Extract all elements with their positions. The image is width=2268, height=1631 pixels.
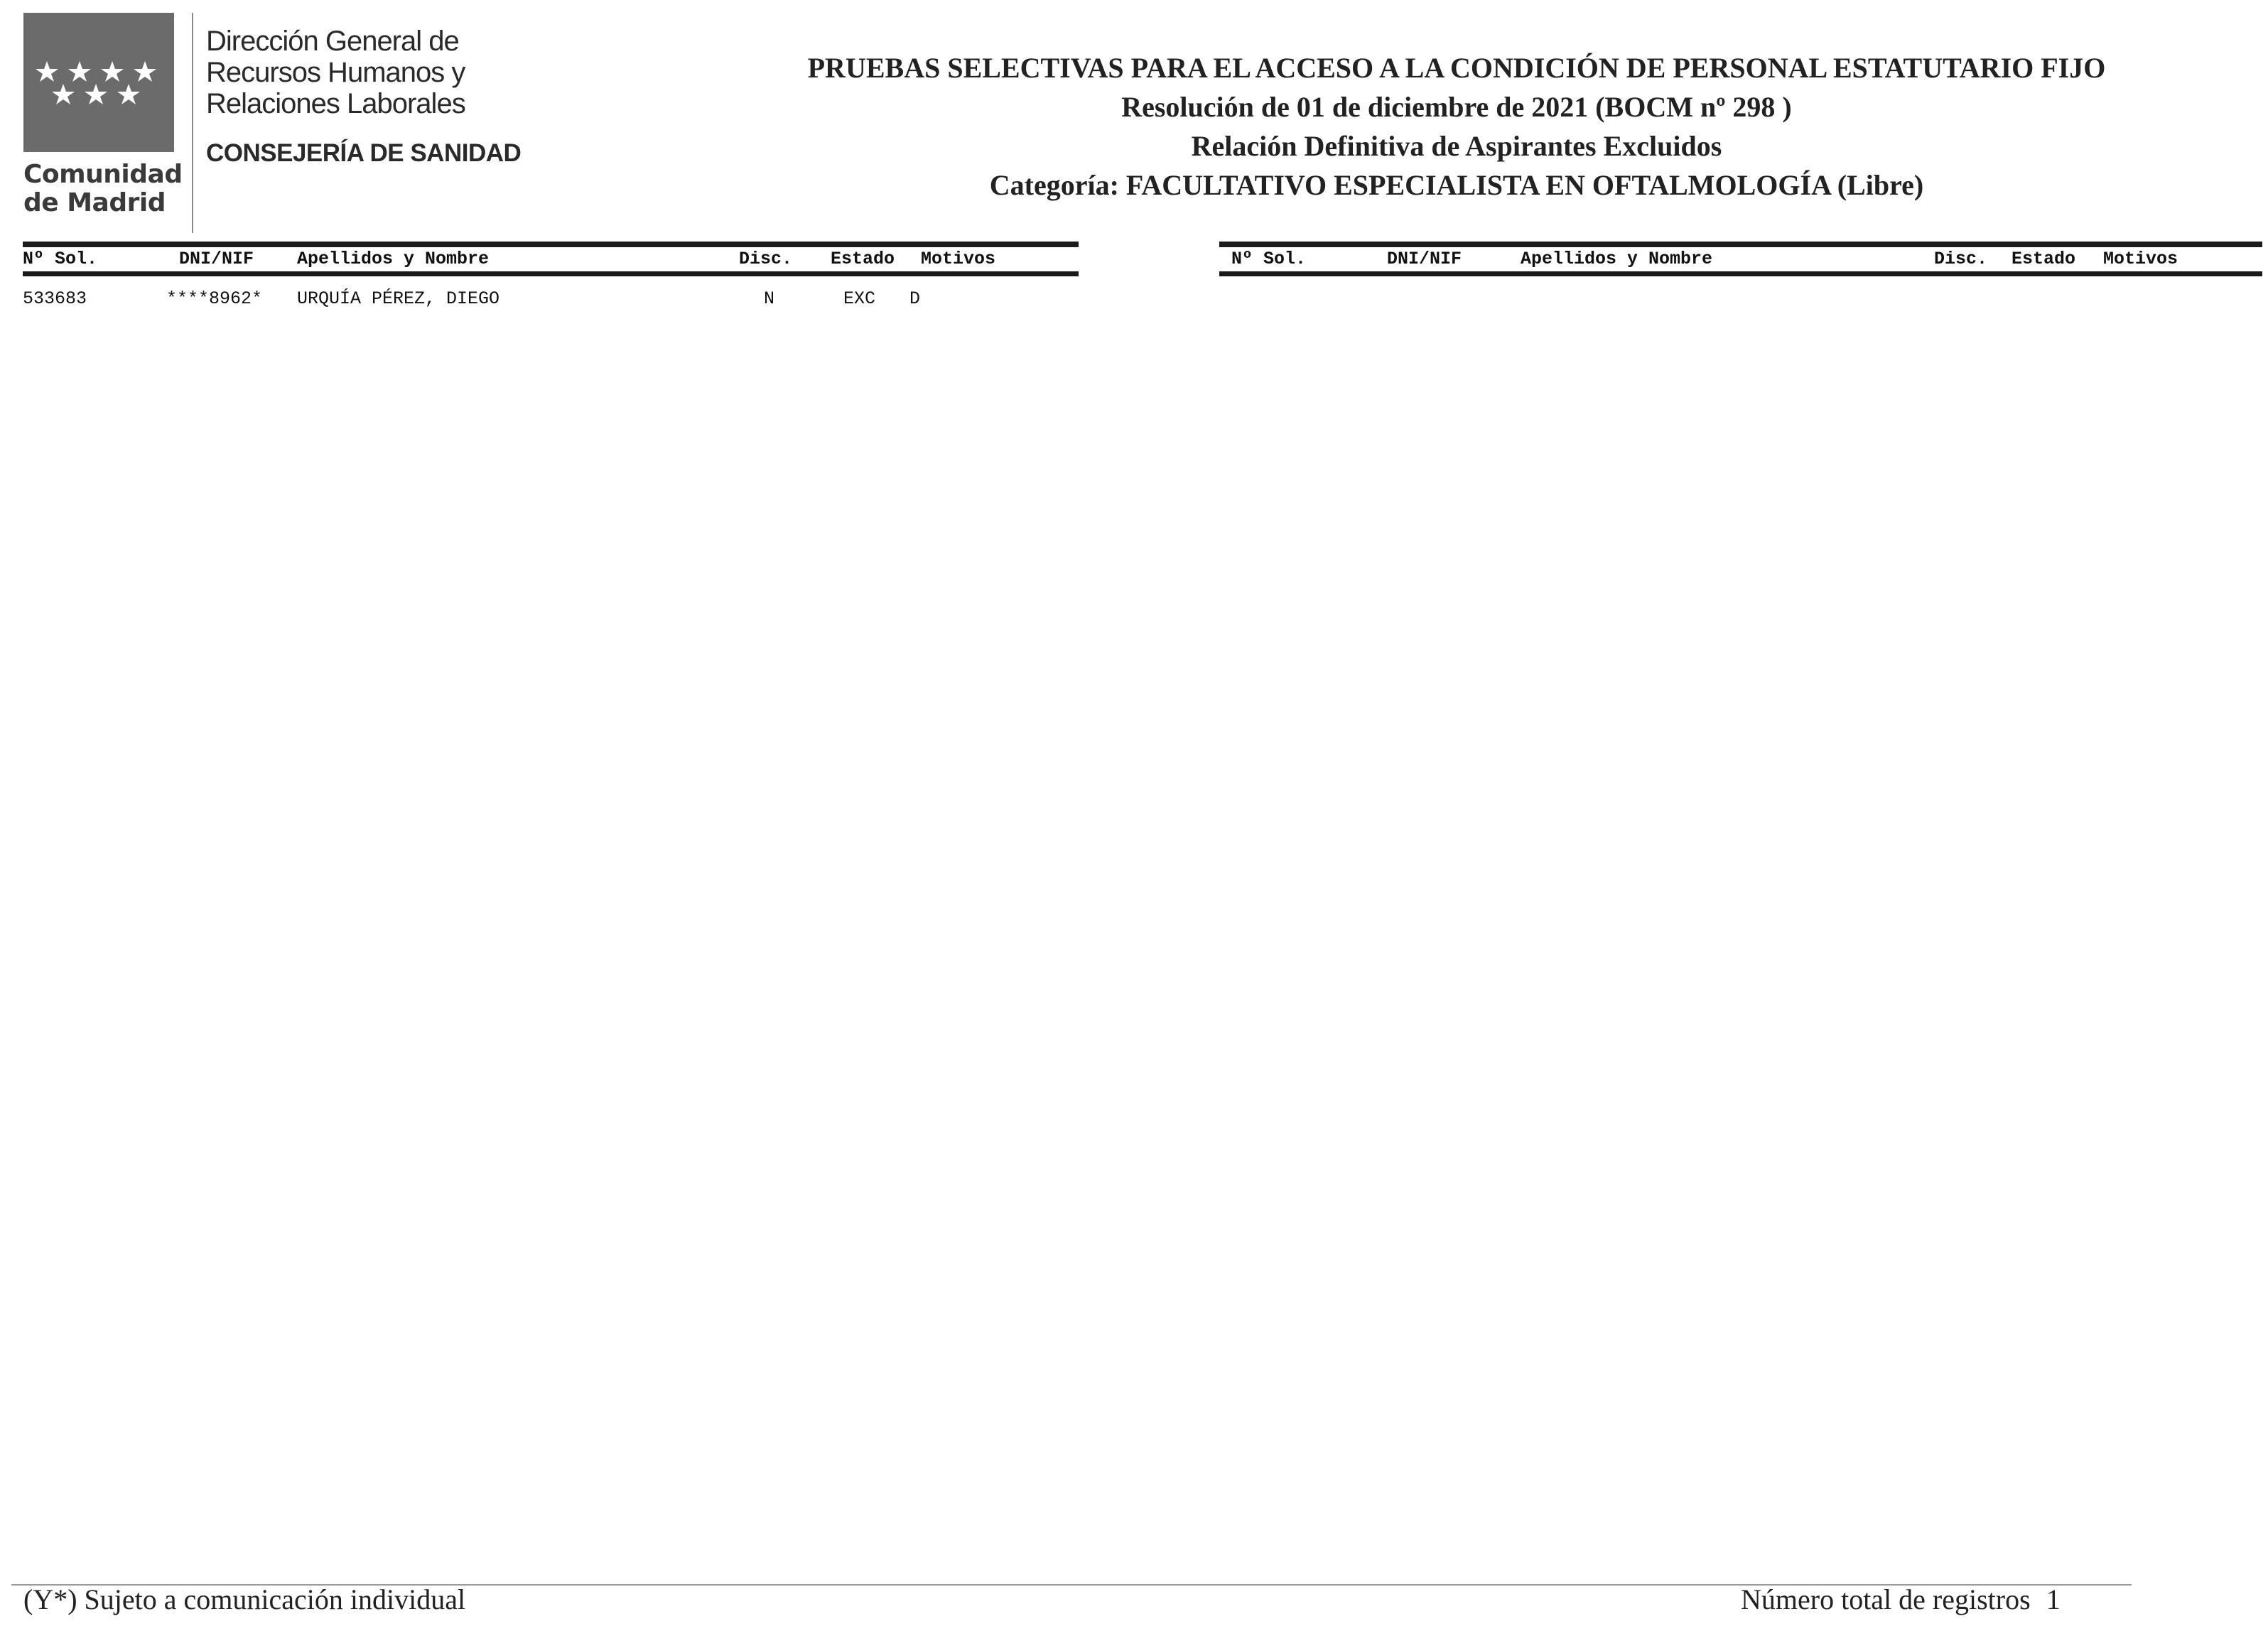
cell-estado: EXC bbox=[843, 288, 876, 309]
consejeria-label: CONSEJERÍA DE SANIDAD bbox=[206, 139, 522, 167]
table-rule-bottom bbox=[23, 271, 1079, 276]
agency-line: Dirección General de bbox=[206, 26, 459, 57]
table-rule-top bbox=[23, 242, 1079, 247]
total-records-value: 1 bbox=[2046, 1583, 2061, 1615]
document-title: PRUEBAS SELECTIVAS PARA EL ACCESO A LA CONDICIÓN DE PERSONAL ESTATUTARIO FIJO bbox=[807, 52, 2106, 84]
col-header-estado: Estado bbox=[831, 249, 895, 269]
results-table-right bbox=[1219, 242, 2262, 276]
table-header-row bbox=[1219, 247, 2262, 271]
header-divider bbox=[192, 13, 193, 233]
resolution-line: Resolución de 01 de diciembre de 2021 (BOCM nº 298 ) bbox=[1121, 91, 1792, 123]
col-header-nombre: Apellidos y Nombre bbox=[297, 249, 490, 269]
cell-nombre: URQUÍA PÉREZ, DIEGO bbox=[297, 288, 500, 309]
list-type-line: Relación Definitiva de Aspirantes Excluidos bbox=[1191, 130, 1722, 162]
table-rule-bottom bbox=[1219, 271, 2262, 276]
document-title-block bbox=[739, 48, 2174, 205]
footer-note: (Y*) Sujeto a comunicación individual bbox=[23, 1583, 466, 1615]
col-header-disc: Disc. bbox=[739, 249, 793, 269]
col-header-motivos: Motivos bbox=[2103, 249, 2178, 269]
logo-stars-emblem bbox=[23, 13, 174, 152]
col-header-dni: DNI/NIF bbox=[179, 249, 254, 269]
category-line: Categoría: FACULTATIVO ESPECIALISTA EN OFTALMOLOGÍA (Libre) bbox=[989, 169, 1924, 201]
col-header-estado: Estado bbox=[2012, 249, 2076, 269]
col-header-sol: Nº Sol. bbox=[1231, 249, 1307, 269]
col-header-nombre: Apellidos y Nombre bbox=[1521, 249, 1713, 269]
footer-total bbox=[1741, 1583, 2061, 1617]
cell-dni: ****8962* bbox=[166, 288, 263, 309]
comunidad-de-madrid-logo bbox=[23, 13, 183, 219]
cell-motivos: D bbox=[909, 288, 921, 309]
agency-line: Recursos Humanos y bbox=[206, 57, 465, 88]
col-header-dni: DNI/NIF bbox=[1387, 249, 1462, 269]
cell-sol: 533683 bbox=[23, 288, 87, 309]
col-header-motivos: Motivos bbox=[921, 249, 996, 269]
table-row bbox=[23, 285, 1079, 313]
table-header-row bbox=[23, 247, 1079, 271]
cell-disc: N bbox=[764, 288, 775, 309]
table-rule-top bbox=[1219, 242, 2262, 247]
col-header-disc: Disc. bbox=[1934, 249, 1988, 269]
agency-line: Relaciones Laborales bbox=[206, 88, 465, 119]
logo-brand-line1: Comunidad bbox=[23, 160, 183, 189]
total-records-label: Número total de registros bbox=[1741, 1583, 2031, 1615]
logo-brand-line2: de Madrid bbox=[23, 188, 166, 217]
col-header-sol: Nº Sol. bbox=[23, 249, 98, 269]
results-table-left bbox=[23, 242, 1079, 313]
logo-wordmark bbox=[23, 161, 187, 217]
stars-icon bbox=[23, 13, 174, 152]
agency-name bbox=[206, 26, 465, 119]
